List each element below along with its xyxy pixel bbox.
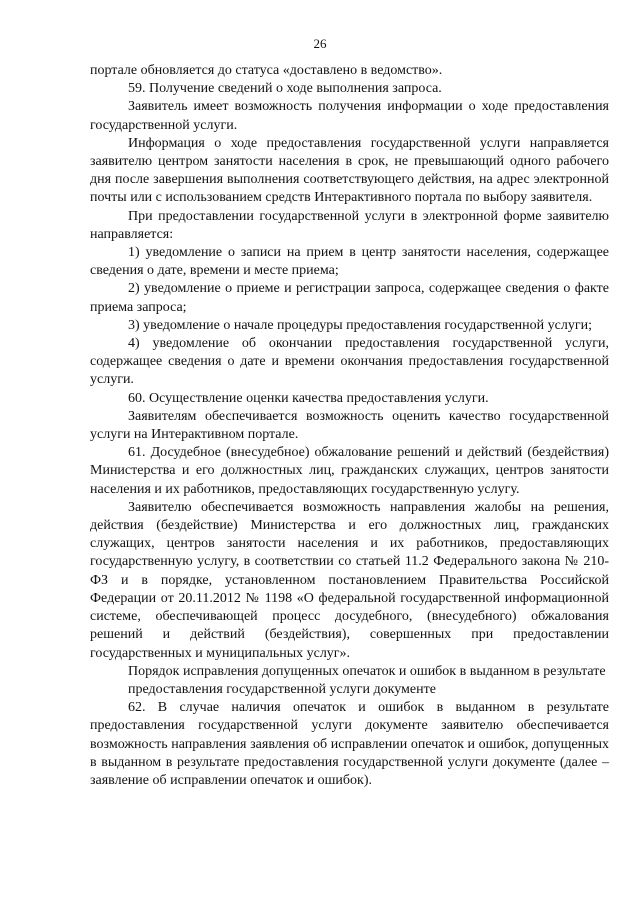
- list-item-3: 3) уведомление о начале процедуры предоставления государственной услуги;: [128, 317, 592, 333]
- paragraph-item-62: 62. В случае наличия опечаток и ошибок в выданном в результате предоставления государственной услуги документе заявителю обеспечивается возможность направления заявления об исправлении опечаток и ошибок, допущенных в выданном в результате предоставления государственной услуги документе (далее – заявление об исправлении опечаток и ошибок).: [90, 700, 609, 788]
- list-item-2: 2) уведомление о приеме и регистрации запроса, содержащее сведения о факте приема запроса;: [90, 281, 609, 315]
- section-heading: [90, 663, 609, 699]
- paragraph: При предоставлении государственной услуги в электронной форме заявителю направляется:: [90, 208, 609, 242]
- paragraph-item-61: 61. Досудебное (внесудебное) обжалование решений и действий (бездействия) Министерства и его должностных лиц, гражданских служащих, центров занятости населения и их работников, предоставляющих государственную услугу.: [90, 445, 609, 497]
- paragraph: Заявителям обеспечивается возможность оценить качество государственной услуги на Интерактивном портале.: [90, 408, 609, 443]
- paragraph: Заявителю обеспечивается возможность направления жалобы на решения, действия (бездействие) Министерства и его должностных лиц, гражданских служащих, центров занятости населения и их работников, предоставляющих государственную услугу, в соответствии со статьей 11.2 Федерального закона № 210-ФЗ и в порядке, установленном постановлением Правительства Российской Федерации от 20.11.2012 № 1198 «О федеральной государственной информационной системе, обеспечивающей процесс досудебного, (внесудебного) обжалования решений и действий (бездействия), совершенных при предоставлении государственных и муниципальных услуг».: [90, 499, 609, 661]
- paragraph: Информация о ходе предоставления государственной услуги направляется заявителю центром занятости населения в срок, не превышающий одного рабочего дня после завершения выполнения соответствующего действия, на адрес электронной почты или с использованием средств Интерактивного портала по выбору заявителя.: [90, 135, 609, 206]
- paragraph-continuation: порталe обновляется до статуса «доставлено в ведомство».: [90, 63, 443, 78]
- document-body: [90, 62, 609, 790]
- section-heading-line-1: Порядок исправления допущенных опечаток и ошибок в выданном в результате: [128, 663, 606, 679]
- paragraph-item-59: 59. Получение сведений о ходе выполнения запроса.: [128, 81, 442, 97]
- paragraph-item-60: 60. Осуществление оценки качества предоставления услуги.: [128, 390, 489, 406]
- paragraph: Заявитель имеет возможность получения информации о ходе предоставления государственной услуги.: [90, 99, 609, 133]
- list-item-1: 1) уведомление о записи на прием в центр занятости населения, содержащее сведения о дате, времени и месте приема;: [90, 245, 609, 279]
- list-item-4: 4) уведомление об окончании предоставления государственной услуги, содержащее сведения о дате и времени окончания предоставления государственной услуги.: [90, 336, 609, 388]
- page-number: 26: [313, 36, 327, 51]
- section-heading-line-2: предоставления государственной услуги документе: [128, 681, 436, 697]
